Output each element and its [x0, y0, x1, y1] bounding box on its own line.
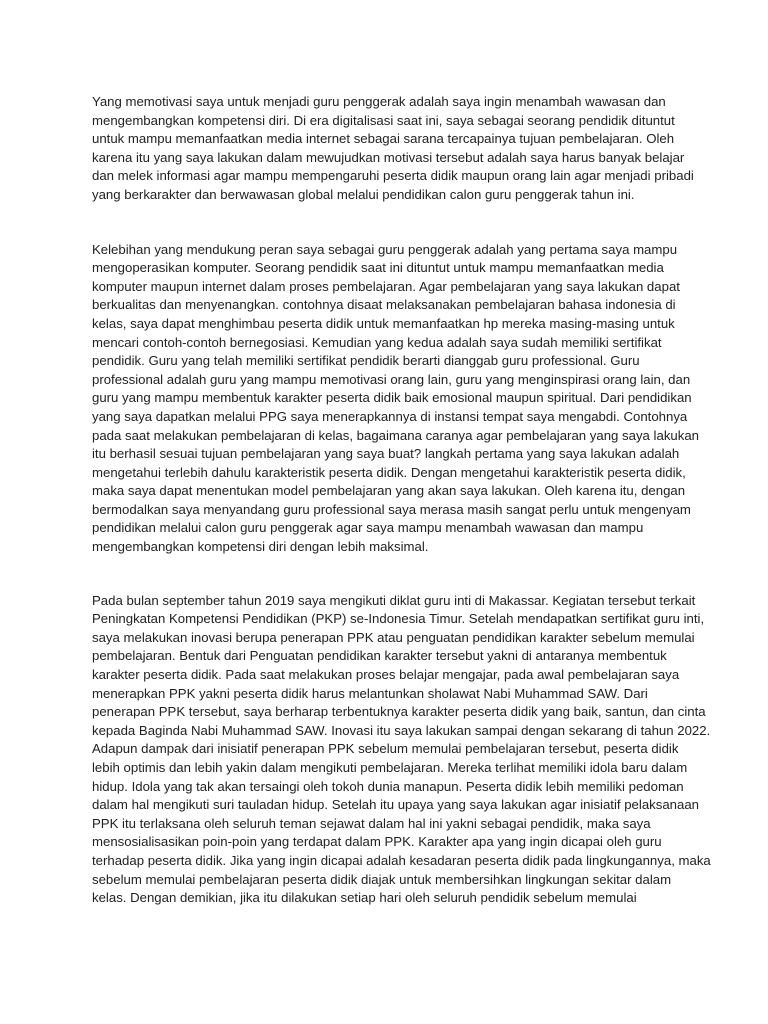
paragraph-line: Yang memotivasi saya untuk menjadi guru penggerak adalah saya ingin menambah wawasan dan	[92, 94, 666, 109]
paragraph-line: Pada bulan september tahun 2019 saya mengikuti diklat guru inti di Makassar. Kegiatan tersebut terkait	[92, 592, 696, 608]
paragraph-line: lebih optimis dan lebih yakin dalam mengikuti pembelajaran. Mereka terlihat memiliki idola baru dalam	[92, 760, 688, 775]
paragraph-line: pendidikan melalui calon guru penggerak agar saya mampu menambah wawasan dan mampu	[92, 520, 644, 536]
paragraph-line: mengembangkan kompetensi diri. Di era digitalisasi saat ini, saya sebagai seorang pendidik dituntut	[92, 112, 675, 128]
paragraph-spacer	[92, 557, 692, 592]
paragraph-line: pada saat melakukan pembelajaran di kelas, bagaimana caranya agar pembelajaran yang saya lakukan	[92, 427, 700, 443]
paragraph-line: karakter peserta didik. Pada saat melakukan proses belajar mengajar, pada awal pembelajaran saya	[92, 667, 680, 683]
paragraph-line: maka saya dapat menentukan model pembelajaran yang akan saya lakukan. Oleh karena itu, dengan	[92, 483, 686, 499]
paragraph-line: saya melakukan inovasi berupa penerapan PPK atau penguatan pendidikan karakter sebelum memulai	[92, 629, 695, 645]
paragraph-line: itu berhasil sesuai tujuan pembelajaran yang saya buat? langkah pertama yang saya lakukan adalah	[92, 446, 680, 462]
paragraph-line: menerapkan PPK yakni peserta didik harus melantunkan sholawat Nabi Muhammad SAW. Dari	[92, 685, 648, 701]
paragraph-line: PPK itu terlaksana oleh seluruh teman sejawat dalam hal ini yakni sebagai pendidik, maka saya	[92, 815, 651, 831]
paragraph-line: pendidik. Guru yang telah memiliki sertifikat pendidik berarti dianggab guru professional. Guru	[92, 353, 640, 369]
paragraph-line: yang berkarakter dan berwawasan global melalui pendidikan calon guru penggerak tahun ini.	[92, 186, 635, 202]
paragraph-line: penerapan PPK tersebut, saya berharap terbentuknya karakter peserta didik yang baik, santun, dan cinta	[92, 704, 706, 720]
paragraph-line: Peningkatan Kompetensi Pendidikan (PKP) se-Indonesia Timur. Setelah mendapatkan sertifikat guru inti,	[92, 611, 705, 627]
paragraph-line: komputer maupun internet dalam proses pembelajaran. Agar pembelajaran yang saya lakukan dapat	[92, 278, 680, 294]
paragraph-line: berkualitas dan menyenangkan. contohnya disaat melaksanakan pembelajaran bahasa indonesia di	[92, 297, 676, 313]
paragraph-line: pembelajaran. Bentuk dari Penguatan pendidikan karakter tersebut yakni di antaranya membentuk	[92, 648, 667, 664]
paragraph-line: karena itu yang saya lakukan dalam mewujudkan motivasi tersebut adalah saya harus banyak belajar	[92, 149, 685, 165]
paragraph-line: mencari contoh-contoh bernegosiasi. Kemudian yang kedua adalah saya sudah memiliki sertifikat	[92, 334, 662, 350]
paragraph-line: kelas. Dengan demikian, jika itu dilakukan setiap hari oleh seluruh pendidik sebelum memulai	[92, 890, 637, 906]
paragraph-line: dalam hal mengikuti suri tauladan hidup. Setelah itu upaya yang saya lakukan agar inisiatif pelaksanaan	[92, 797, 700, 813]
paragraph-line: kepada Baginda Nabi Muhammad SAW. Inovasi itu saya lakukan sampai dengan sekarang di tahun 2022.	[92, 722, 711, 738]
paragraph-line: terhadap peserta didik. Jika yang ingin dicapai adalah kesadaran peserta didik pada lingkungannya, maka	[92, 852, 711, 868]
document-page	[92, 93, 711, 908]
paragraph-line: kelas, saya dapat menghimbau peserta didik untuk memanfaatkan hp mereka masing-masing untuk	[92, 315, 675, 331]
paragraph-line: yang saya dapatkan melalui PPG saya menerapkannya di instansi tempat saya mengabdi. Contohnya	[92, 408, 688, 424]
paragraph-spacer	[92, 205, 692, 241]
paragraph-line: mengetahui terlebih dahulu karakteristik peserta didik. Dengan mengetahui karakteristik peserta didik,	[92, 464, 686, 480]
paragraph-line: hidup. Idola yang tak akan tersaingi oleh tokoh dunia manapun. Peserta didik lebih memiliki pedoman	[92, 778, 684, 794]
paragraph-line: professional adalah guru yang mampu memotivasi orang lain, guru yang menginspirasi orang lain, dan	[92, 371, 691, 387]
paragraph-line: mengoperasikan komputer. Seorang pendidik saat ini dituntut untuk mampu memanfaatkan media	[92, 260, 664, 276]
paragraph-line: mensosialisasikan poin-poin yang terdapat dalam PPK. Karakter apa yang ingin dicapai oleh guru	[92, 834, 662, 850]
paragraph-line: dan melek informasi agar mampu mempengaruhi peserta didik maupun orang lain agar menjadi pribadi	[92, 168, 694, 184]
paragraph-motivation	[92, 93, 692, 205]
paragraph-line: bermodalkan saya menyandang guru professional saya merasa masih sangat perlu untuk mengenyam	[92, 501, 691, 517]
paragraph-line: Kelebihan yang mendukung peran saya sebagai guru penggerak adalah yang pertama saya mampu	[92, 241, 678, 257]
paragraph-line: guru yang mampu membentuk karakter peserta didik baik emosional maupun spiritual. Dari pendidikan	[92, 390, 692, 406]
paragraph-line: sebelum memulai pembelajaran peserta didik diajak untuk membersihkan lingkungan sekitar dalam	[92, 871, 672, 887]
paragraph-strengths	[92, 241, 700, 557]
paragraph-line: mengembangkan kompetensi diri dengan lebih maksimal.	[92, 539, 429, 555]
paragraph-innovation	[92, 592, 711, 908]
paragraph-line: untuk mampu memanfaatkan media internet sebagai sarana tercapainya tujuan pembelajaran. Oleh	[92, 131, 675, 147]
paragraph-line: Adapun dampak dari inisiatif penerapan PPK sebelum memulai pembelajaran tersebut, peserta didik	[92, 741, 679, 757]
